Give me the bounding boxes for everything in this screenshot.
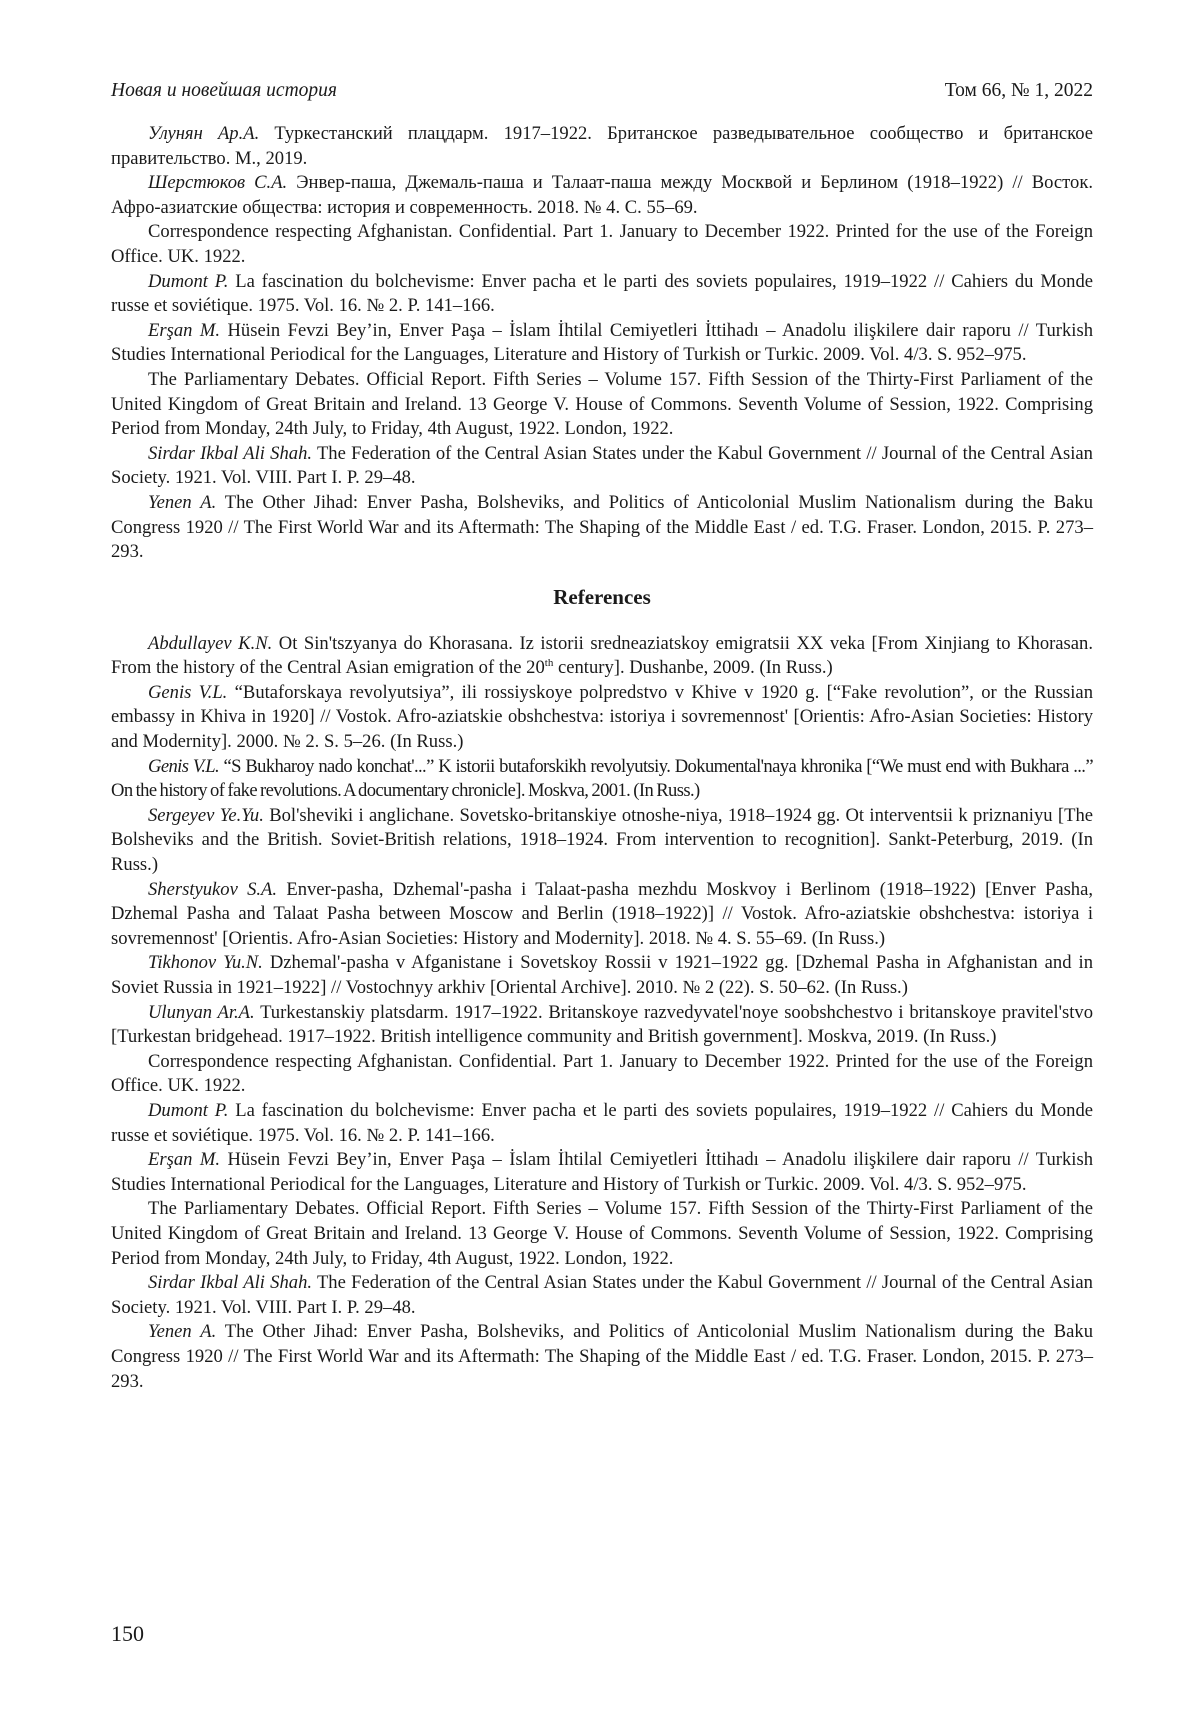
reference-author: Abdullayev K.N.	[148, 633, 272, 654]
reference-author: Sirdar Ikbal Ali Shah.	[148, 443, 312, 464]
reference-item	[111, 681, 1093, 755]
reference-text: Hüsein Fevzi Bey’in, Enver Paşa – İslam İhtilal Cemiyetleri İttihadı – Anadolu ilişkilere dair raporu // Turkish Studies International Periodical for the Languages, Literature and History of Turkish or Turkic. 2009. Vol. 4/3. S. 952–975.	[111, 1149, 1093, 1195]
reference-author: Sergeyev Ye.Yu.	[148, 805, 264, 826]
reference-text: Ot Sin'tszyanya do Khorasana. Iz istorii sredneaziatskoy emigratsii XX veka [From Xinjiang to Khorasan. From the history of the Central Asian emigration of the 20	[111, 633, 1093, 679]
reference-text: Туркестанский плацдарм. 1917–1922. Британское разведывательное сообщество и британское правительство. М., 2019.	[111, 123, 1093, 169]
reference-item	[111, 632, 1093, 681]
reference-author: Genis V.L.	[148, 756, 219, 777]
reference-item	[111, 1320, 1093, 1394]
reference-text: “Butaforskaya revolyutsiya”, ili rossiyskoye polpredstvo v Khive v 1920 g. [“Fake revolution”, or the Russian embassy in Khiva in 1920] // Vostok. Afro-aziatskie obshchestva: istoriya i sovremennost' [Orientis: Afro-Asian Societies: History and Modernity]. 2000. № 2. S. 5–26. (In Russ.)	[111, 682, 1093, 752]
reference-item	[111, 951, 1093, 1000]
page-number: 150	[111, 1620, 144, 1648]
reference-author: Erşan M.	[148, 1149, 220, 1170]
reference-author: Erşan M.	[148, 320, 220, 341]
reference-text: The Parliamentary Debates. Official Report. Fifth Series – Volume 157. Fifth Session of the Thirty-First Parliament of the United Kingdom of Great Britain and Ireland. 13 George V. House of Commons. Seventh Volume of Session, 1922. Comprising Period from Monday, 24th July, to Friday, 4th August, 1922. London, 1922.	[111, 1198, 1093, 1268]
reference-author: Yenen A.	[148, 1321, 216, 1342]
reference-item	[111, 270, 1093, 319]
reference-text: The Parliamentary Debates. Official Report. Fifth Series – Volume 157. Fifth Session of the Thirty-First Parliament of the United Kingdom of Great Britain and Ireland. 13 George V. House of Commons. Seventh Volume of Session, 1922. Comprising Period from Monday, 24th July, to Friday, 4th August, 1922. London, 1922.	[111, 369, 1093, 439]
page	[111, 78, 1093, 1394]
reference-author: Tikhonov Yu.N.	[148, 952, 263, 973]
reference-text: Bol'sheviki i anglichane. Sovetsko-britanskiye otnoshe-niya, 1918–1924 gg. Ot interventsii k priznaniyu [The Bolsheviks and the British. Soviet-British relations, 1918–1924. From intervention to recognition]. Sankt-Peterburg, 2019. (In Russ.)	[111, 805, 1093, 875]
reference-author: Dumont P.	[148, 1100, 228, 1121]
reference-item	[111, 1050, 1093, 1099]
reference-item	[111, 220, 1093, 269]
reference-author: Yenen A.	[148, 492, 216, 513]
reference-text: Turkestanskiy platsdarm. 1917–1922. Britanskoye razvedyvatel'noye soobshchestvo i britanskoye pravitel'stvo [Turkestan bridgehead. 1917–1922. British intelligence community and British government]. Moskva, 2019. (In Russ.)	[111, 1002, 1093, 1048]
reference-item	[111, 755, 1093, 804]
ordinal-superscript: th	[545, 657, 554, 669]
journal-title: Новая и новейшая история	[111, 78, 337, 104]
reference-text: La fascination du bolchevisme: Enver pacha et le parti des soviets populaires, 1919–1922 // Cahiers du Monde russe et soviétique. 1975. Vol. 16. № 2. P. 141–166.	[111, 1100, 1093, 1146]
reference-text: The Other Jihad: Enver Pasha, Bolsheviks, and Politics of Anticolonial Muslim Nationalism during the Baku Congress 1920 // The First World War and its Aftermath: The Shaping of the Middle East / ed. T.G. Fraser. London, 2015. P. 273–293.	[111, 1321, 1093, 1391]
reference-text: Correspondence respecting Afghanistan. Confidential. Part 1. January to December 1922. Printed for the use of the Foreign Office. UK. 1922.	[111, 1051, 1093, 1097]
reference-item	[111, 878, 1093, 952]
reference-item	[111, 368, 1093, 442]
reference-text: Enver-pasha, Dzhemal'-pasha i Talaat-pasha mezhdu Moskvoy i Berlinom (1918–1922) [Enver Pasha, Dzhemal Pasha and Talaat Pasha between Moscow and Berlin (1918–1922)] // Vostok. Afro-aziatskie obshchestva: istoriya i sovremennost' [Orientis. Afro-Asian Societies: History and Modernity]. 2018. № 4. S. 55–69. (In Russ.)	[111, 879, 1093, 949]
reference-item	[111, 1001, 1093, 1050]
reference-author: Sirdar Ikbal Ali Shah.	[148, 1272, 312, 1293]
reference-text: Hüsein Fevzi Bey’in, Enver Paşa – İslam İhtilal Cemiyetleri İttihadı – Anadolu ilişkilere dair raporu // Turkish Studies International Periodical for the Languages, Literature and History of Turkish or Turkic. 2009. Vol. 4/3. S. 952–975.	[111, 320, 1093, 366]
reference-text: La fascination du bolchevisme: Enver pacha et le parti des soviets populaires, 1919–1922 // Cahiers du Monde russe et soviétique. 1975. Vol. 16. № 2. P. 141–166.	[111, 271, 1093, 317]
reference-item	[111, 1197, 1093, 1271]
reference-item	[111, 1099, 1093, 1148]
reference-text: Энвер-паша, Джемаль-паша и Талаат-паша между Москвой и Берлином (1918–1922) // Восток. Афро-азиатские общества: история и современность. 2018. № 4. С. 55–69.	[111, 172, 1093, 218]
reference-author: Шерстюков С.А.	[148, 172, 287, 193]
reference-text: Correspondence respecting Afghanistan. Confidential. Part 1. January to December 1922. Printed for the use of the Foreign Office. UK. 1922.	[111, 221, 1093, 267]
reference-author: Dumont P.	[148, 271, 228, 292]
bibliography-list	[111, 122, 1093, 565]
reference-text: Dzhemal'-pasha v Afganistane i Sovetskoy Rossii v 1921–1922 gg. [Dzhemal Pasha in Afghanistan and in Soviet Russia in 1921–1922] // Vostochnyy arkhiv [Oriental Archive]. 2010. № 2 (22). S. 50–62. (In Russ.)	[111, 952, 1093, 998]
reference-item	[111, 122, 1093, 171]
reference-item	[111, 319, 1093, 368]
reference-author: Genis V.L.	[148, 682, 227, 703]
references-list	[111, 632, 1093, 1394]
reference-text: “S Bukharoy nado konchat'...” K istorii butaforskikh revolyutsiy. Dokumental'naya khronika [“We must end with Bukhara ...” On the history of fake revolutions. A documentary chronicle]. Moskva, 2001. (In Russ.)	[111, 756, 1093, 802]
reference-item	[111, 442, 1093, 491]
reference-item	[111, 491, 1093, 565]
reference-item	[111, 1271, 1093, 1320]
reference-text: The Federation of the Central Asian States under the Kabul Government // Journal of the Central Asian Society. 1921. Vol. VIII. Part I. P. 29–48.	[111, 1272, 1093, 1318]
running-head	[111, 78, 1093, 104]
reference-item	[111, 171, 1093, 220]
reference-author: Ulunyan Ar.A.	[148, 1002, 255, 1023]
reference-text: The Federation of the Central Asian States under the Kabul Government // Journal of the Central Asian Society. 1921. Vol. VIII. Part I. P. 29–48.	[111, 443, 1093, 489]
reference-author: Улунян Ар.А.	[148, 123, 259, 144]
issue-info: Том 66, № 1, 2022	[945, 78, 1093, 104]
references-heading: References	[111, 583, 1093, 611]
reference-text: The Other Jihad: Enver Pasha, Bolsheviks, and Politics of Anticolonial Muslim Nationalism during the Baku Congress 1920 // The First World War and its Aftermath: The Shaping of the Middle East / ed. T.G. Fraser. London, 2015. P. 273–293.	[111, 492, 1093, 562]
reference-author: Sherstyukov S.A.	[148, 879, 277, 900]
reference-item	[111, 804, 1093, 878]
reference-item	[111, 1148, 1093, 1197]
reference-text: century]. Dushanbe, 2009. (In Russ.)	[553, 657, 832, 678]
